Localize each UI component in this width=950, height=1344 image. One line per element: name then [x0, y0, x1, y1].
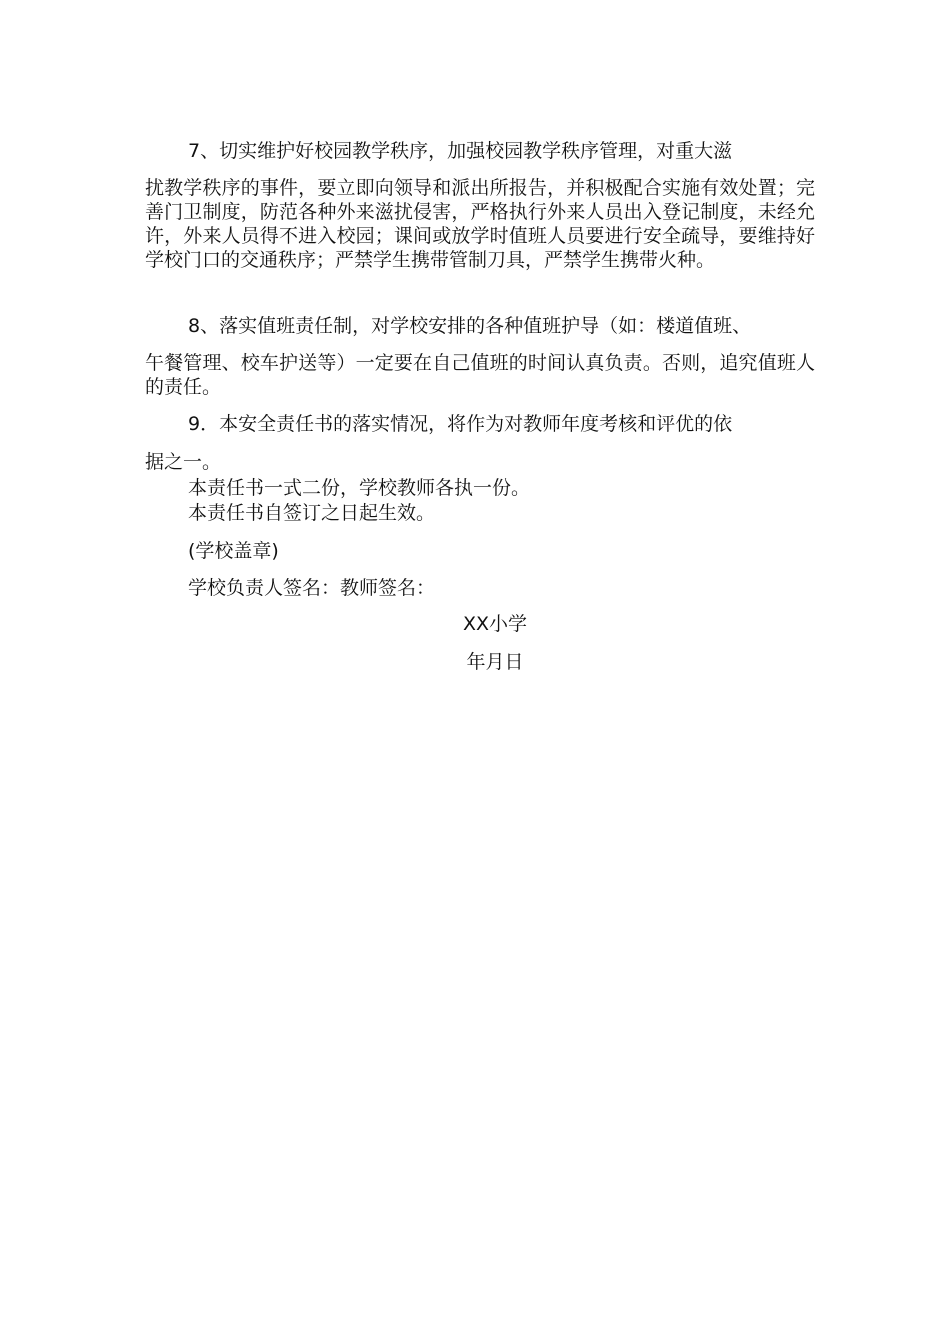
school-name: XX小学 [462, 613, 528, 635]
seal-note: (学校盖章) [188, 540, 279, 562]
item-7-first-line: 7、切实维护好校园教学秩序，加强校园教学秩序管理，对重大滋 [188, 140, 733, 162]
signature-line: 学校负责人签名：教师签名： [188, 577, 436, 599]
item-7-continuation: 扰教学秩序的事件，要立即向领导和派出所报告，并积极配合实施有效处置；完善门卫制度，防范各种外来滋扰侵害，严格执行外来人员出入登记制度，未经允许，外来人员得不进入校园；课间或放学时值班人员要进行安全疏导，要维持好学校门口的交通秩序；严禁学生携带管制刀具，严禁学生携带火种。 [145, 177, 815, 271]
effective-note: 本责任书自签订之日起生效。 [188, 502, 436, 524]
item-8-first-line: 8、落实值班责任制，对学校安排的各种值班护导（如：楼道值班、 [188, 315, 752, 337]
item-8-continuation: 午餐管理、校车护送等）一定要在自己值班的时间认真负责。否则，追究值班人的责任。 [145, 352, 815, 398]
item-9-first-line: 9．本安全责任书的落实情况，将作为对教师年度考核和评优的依 [188, 413, 733, 435]
date-line: 年月日 [466, 651, 524, 673]
copies-note: 本责任书一式二份，学校教师各执一份。 [188, 477, 531, 499]
item-9-continuation: 据之一。 [145, 451, 222, 473]
